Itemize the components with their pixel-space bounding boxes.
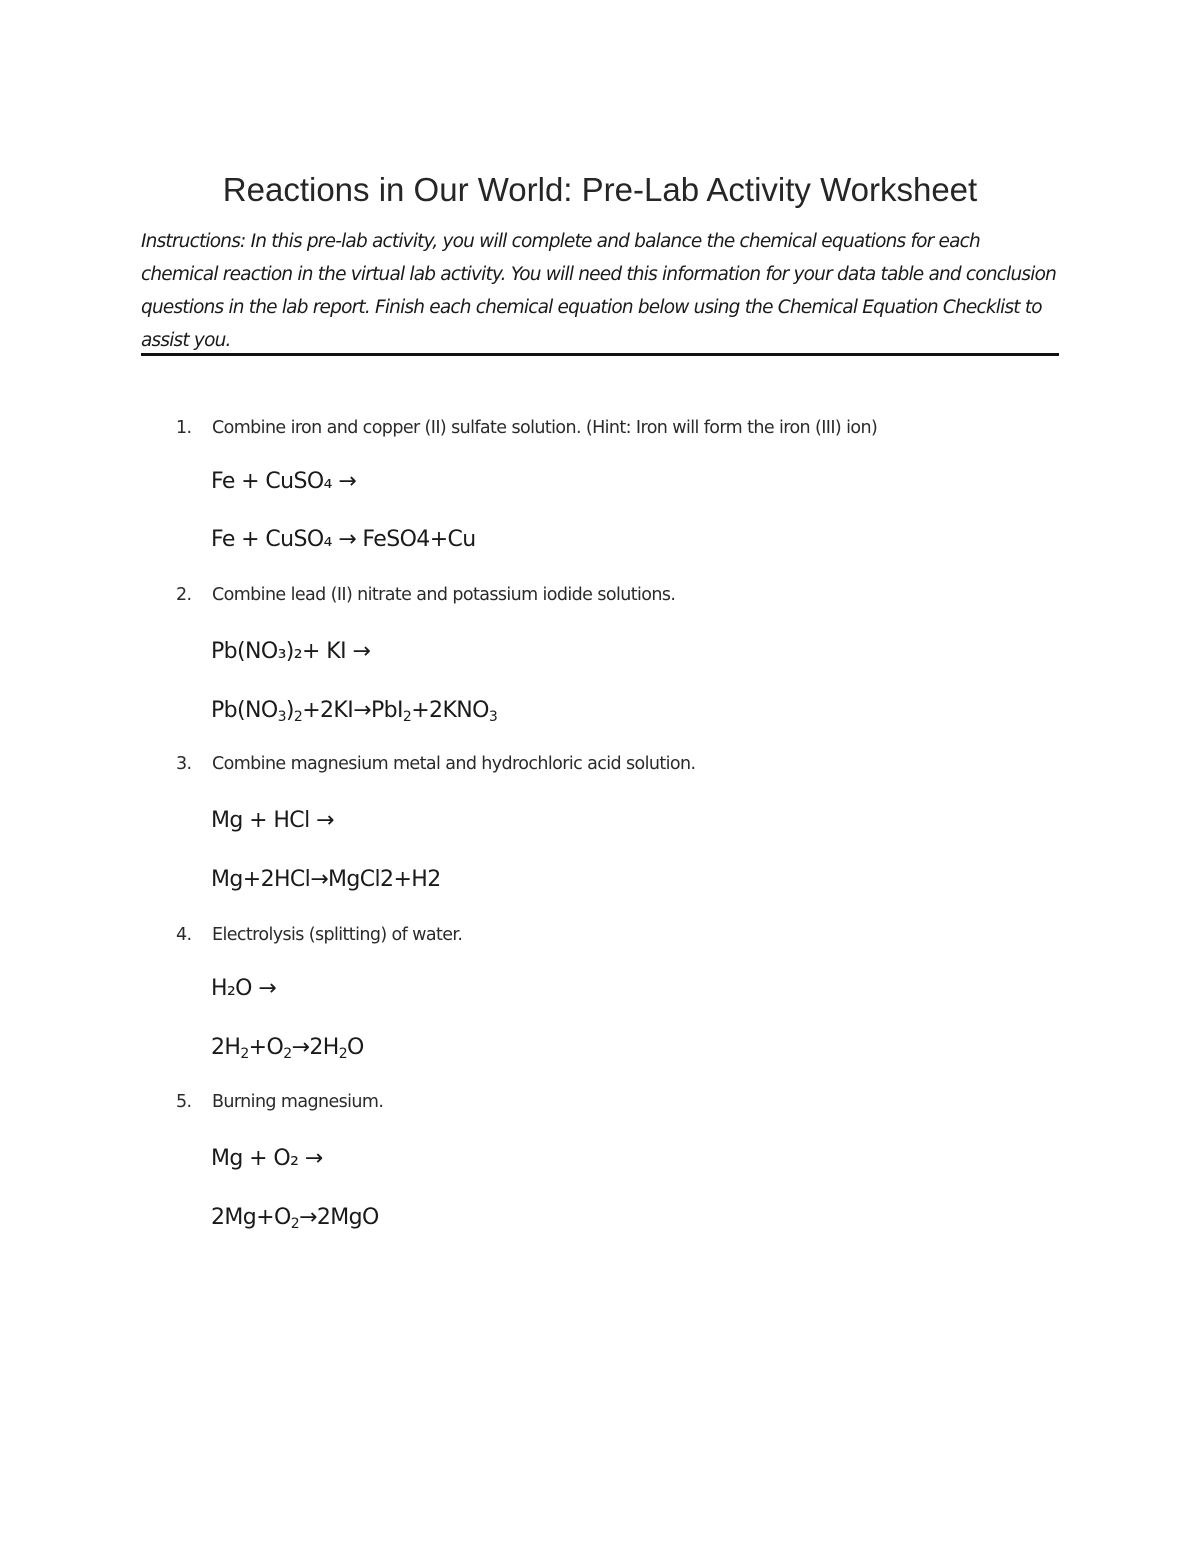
question-3 <box>176 752 695 776</box>
equation-prompt-3: Mg + HCl → <box>211 808 334 833</box>
instructions-text: Instructions: In this pre-lab activity, you will complete and balance the chemical equations for each chemical reaction in the virtual lab activity. You will need this information for your data table and conclusion questions in the lab report. Finish each chemical equation below using the Chemical Equation Checklist to assist you. <box>141 231 1057 351</box>
question-prompt: Combine lead (II) nitrate and potassium iodide solutions. <box>212 585 676 605</box>
question-prompt: Electrolysis (splitting) of water. <box>212 925 463 945</box>
equation-prompt-1: Fe + CuSO₄ → <box>211 469 357 494</box>
equation-prompt-5: Mg + O₂ → <box>211 1146 323 1171</box>
question-4 <box>176 923 462 947</box>
question-number: 4. <box>176 925 192 945</box>
question-5 <box>176 1090 383 1114</box>
equation-answer-2: $Pb(NO_3)_2+2KI\to PbI_2+2KNO_3$ <box>211 698 498 725</box>
equation-answer-3: Mg+2HCl→MgCl2+H2 <box>211 867 441 892</box>
page-title: Reactions in Our World: Pre-Lab Activity Worksheet <box>222 171 978 208</box>
question-1 <box>176 416 877 440</box>
question-number: 5. <box>176 1092 192 1112</box>
question-number: 2. <box>176 585 192 605</box>
equation-prompt-2: Pb(NO₃)₂+ KI → <box>211 639 371 664</box>
question-prompt: Combine iron and copper (II) sulfate solution. (Hint: Iron will form the iron (III) ion) <box>212 418 878 438</box>
question-prompt: Burning magnesium. <box>212 1092 384 1112</box>
equation-answer-1: Fe + CuSO₄ → FeSO4+Cu <box>211 527 476 552</box>
title-divider <box>141 353 1059 356</box>
question-prompt: Combine magnesium metal and hydrochloric acid solution. <box>212 754 696 774</box>
equation-answer-4: $2H_2+O_2\to 2H_2O$ <box>211 1035 364 1062</box>
question-2 <box>176 583 675 607</box>
question-number: 3. <box>176 754 192 774</box>
equation-prompt-4: H₂O → <box>211 976 277 1001</box>
equation-answer-5: $2Mg+O_2\to 2MgO$ <box>211 1205 379 1232</box>
question-number: 1. <box>176 418 192 438</box>
